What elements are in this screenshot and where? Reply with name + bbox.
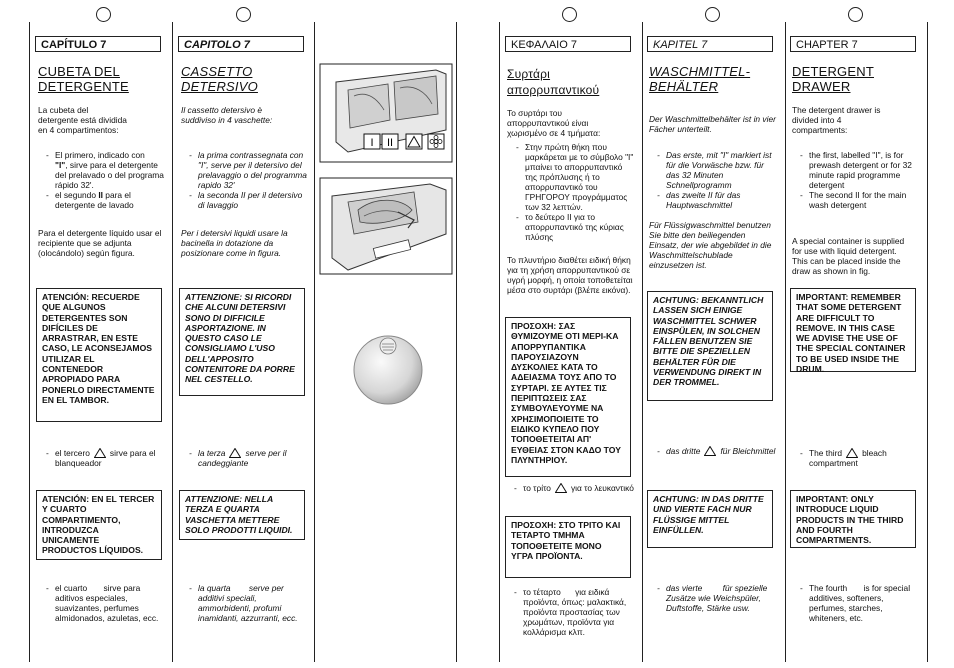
list-item: - el tercero sirve para el blanqueador	[46, 448, 164, 468]
column-rule	[785, 22, 786, 662]
triangle-bleach-icon	[229, 448, 241, 458]
chapter-heading: CAPITOLO 7	[178, 36, 304, 52]
section-title: DETERGENT DRAWER	[792, 64, 874, 94]
list-item: - το τέταρτο για ειδικά προϊόντα, όπως: μαλακτικά, προϊόντα προστασίας των χρωμάτων, προϊόντα για κολλάρισμα κλπ.	[514, 587, 636, 637]
liquid-text: Für Flüssigwaschmittel benutzen Sie bitte den beiliegenden Einsatz, der wie abgebildet in die Waschmittelschublade einzusetzen ist.	[649, 220, 772, 270]
liquid-text: Per i detersivi liquidi usare la bacinella in dotazione da posizionare come in figura.	[181, 228, 288, 258]
warning-box: ATTENZIONE: NELLA TERZA E QUARTA VASCHETTA METTERE SOLO PRODOTTI LIQUIDI.	[179, 490, 305, 540]
compartment-list	[516, 142, 634, 242]
compartment-list	[800, 583, 922, 623]
list-item: - das vierte für spezielle Zusätze wie Weichspüler, Duftstoffe, Stärke usw.	[657, 583, 777, 613]
column-rule	[314, 22, 315, 662]
liquid-text: Το πλυντήριο διαθέτει ειδική θήκη για τη χρήση απορρυπαντικού σε υγρή μορφή, η οποία τοποθετείται μέσα στο συρτάρι (βλέπε εικόνα).	[507, 255, 633, 295]
compartment-list	[657, 150, 779, 210]
compartment-list	[46, 448, 164, 468]
intro-text: Der Waschmittelbehälter ist in vier Fächer unterteilt.	[649, 114, 776, 134]
warning-box: ACHTUNG: BEKANNTLICH LASSEN SICH EINIGE WASCHMITTEL SCHWER EINSPÜLEN, IN SOLCHEN FÄLLEN BENUTZEN SIE BITTE DIE SPEZIELLEN BEHÄLTER FÜR DIE VERWENDUNG DIREKT IN DER TROMMEL.	[647, 291, 773, 401]
list-item: - das dritte für Bleichmittel	[657, 446, 777, 456]
page-number	[562, 7, 577, 22]
triangle-bleach-icon	[94, 448, 106, 458]
compartment-list	[46, 150, 164, 210]
triangle-bleach-icon	[846, 448, 858, 458]
list-item: - el cuarto sirve para aditivos especiales, suavizantes, perfumes almidonados, azuletas, ecc.	[46, 583, 164, 623]
chapter-heading: CAPÍTULO 7	[35, 36, 161, 52]
list-item: - Das erste, mit "I" markiert ist für die Vorwäsche bzw. für das 32 Minuten Schnellprogramm	[657, 150, 779, 190]
chapter-heading: ΚΕΦΑΛΑΙΟ 7	[505, 36, 631, 52]
intro-text: The detergent drawer is divided into 4 compartments:	[792, 105, 881, 135]
list-item: - The fourth is for special additives, softeners, perfumes, starches, whiteners, etc.	[800, 583, 922, 623]
warning-box: ACHTUNG: IN DAS DRITTE UND VIERTE FACH NUR FLÜSSIGE MITTEL EINFÜLLEN.	[647, 490, 773, 548]
column-rule	[499, 22, 500, 662]
compartment-list	[46, 583, 164, 623]
warning-box: IMPORTANT: ONLY INTRODUCE LIQUID PRODUCTS IN THE THIRD AND FOURTH COMPARTMENTS.	[790, 490, 916, 548]
intro-text: Το συρτάρι του απορρυπαντικού είναι χωρισμένο σε 4 τμήματα:	[507, 108, 601, 138]
dosing-ball-figure	[352, 334, 424, 406]
warning-box: ATTENZIONE: SI RICORDI CHE ALCUNI DETERSIVI SONO DI DIFFICILE ASPORTAZIONE. IN QUESTO CASO LE CONSIGLIAMO L'USO DELL'APPOSITO CONTENITORE DA PORRE NEL CESTELLO.	[179, 288, 305, 396]
list-item: - El primero, indicado con "I", sirve para el detergente del prelavado o del programa rápido 32'.	[46, 150, 164, 190]
liquid-text: Para el detergente líquido usar el recipiente que se adjunta (olocándolo) según figura.	[38, 228, 162, 258]
detergent-drawer-figure	[318, 60, 454, 165]
section-title: CUBETA DEL DETERGENTE	[38, 64, 129, 94]
list-item: - das zweite II für das Hauptwaschmittel	[657, 190, 779, 210]
compartment-list	[800, 448, 922, 468]
list-item: - la quarta serve per additivi speciali, ammorbidenti, profumi inamidanti, azzurranti, ecc.	[189, 583, 307, 623]
column-rule	[456, 22, 457, 662]
compartment-list	[189, 150, 307, 210]
svg-text:II: II	[386, 137, 394, 149]
column-rule	[29, 22, 30, 662]
compartment-list	[514, 483, 634, 493]
column-rule	[642, 22, 643, 662]
page-number	[705, 7, 720, 22]
column-rule	[172, 22, 173, 662]
intro-text: Il cassetto detersivo è suddiviso in 4 vaschette:	[181, 105, 273, 125]
list-item: - The second II for the main wash detergent	[800, 190, 922, 210]
warning-box: IMPORTANT: REMEMBER THAT SOME DETERGENT ARE DIFFICULT TO REMOVE. IN THIS CASE WE ADVISE THE USE OF THE SPECIAL CONTAINER TO BE USED INSIDE THE DRUM.	[790, 288, 916, 372]
list-item: - Στην πρώτη θήκη που μαρκάρεται με το σύμβολο "I" μπαίνει το απορρυπαντικό της πρόπλυσης ή το απορρυπαντικό του ΓΡΗΓΟΡΟΥ προγράμματος των 32 λεπτών.	[516, 142, 634, 212]
list-item: - la seconda II per il detersivo di lavaggio	[189, 190, 307, 210]
list-item: - the first, labelled "I", is for prewash detergent or for 32 minute rapid programme detergent	[800, 150, 922, 190]
chapter-heading: KAPITEL 7	[647, 36, 773, 52]
list-item: - el segundo II para el detergente de lavado	[46, 190, 164, 210]
list-item: - la prima contrassegnata con "I", serve per il detersivo del prelavaggio o del programma rapido 32'	[189, 150, 307, 190]
compartment-list	[514, 587, 636, 637]
triangle-bleach-icon	[704, 446, 716, 456]
list-item: - la terza serve per il candeggiante	[189, 448, 307, 468]
page-number	[848, 7, 863, 22]
section-title: Συρτάρι απορρυπαντικού	[507, 67, 600, 97]
chapter-heading: CHAPTER 7	[790, 36, 916, 52]
list-item: - το τρίτο για το λευκαντικό	[514, 483, 634, 493]
section-title: WASCHMITTEL- BEHÄLTER	[649, 64, 751, 94]
svg-text:I: I	[370, 137, 374, 149]
list-item: - το δεύτερο II για το απορρυπαντικό της κύριας πλύσης	[516, 212, 634, 242]
page-number	[96, 7, 111, 22]
warning-box: ATENCIÓN: RECUERDE QUE ALGUNOS DETERGENTES SON DIFÍCILES DE ARRASTRAR, EN ESTE CASO, LE ACONSEJAMOS UTILIZAR EL CONTENEDOR APROPIADO PARA PONERLO DIRECTAMENTE EN EL TAMBOR.	[36, 288, 162, 422]
section-title: CASSETTO DETERSIVO	[181, 64, 258, 94]
compartment-list	[189, 448, 307, 468]
list-item: - The third bleach compartment	[800, 448, 922, 468]
liquid-container-figure	[318, 176, 454, 276]
compartment-list	[657, 446, 777, 456]
compartment-list	[189, 583, 307, 623]
warning-box: ΠΡΟΣΟΧΗ: ΣΑΣ ΘΥΜΙΖΟΥΜΕ ΟΤΙ ΜΕΡΙ-ΚΑ ΑΠΟΡΡΥΠΑΝΤΙΚΑ ΠΑΡΟΥΣΙΑΖΟΥΝ ΔΥΣΚΟΛΙΕΣ ΚΑΤΑ ΤΟ ΑΔΕΙΑΣΜΑ ΤΟΥΣ ΑΠΟ ΤΟ ΣΥΡΤΑΡΙ. ΣΕ ΑΥΤΕΣ ΤΙΣ ΠΕΡΙΠΤΩΣΕΙΣ ΣΑΣ ΣΥΜΒΟΥΛΕΥΟΥΜΕ ΝΑ ΧΡΗΣΙΜΟΠΟΙΕΙΤΕ ΤΟ ΕΙΔΙΚΟ ΚΥΠΕΛΟ ΠΟΥ ΤΟΠΟΘΕΤΕΙΤΑΙ ΑΠ' ΕΥΘΕΙΑΣ ΣΤΟΝ ΚΑΔΟ ΤΟΥ ΠΛΥΝΤΗΡΙΟΥ.	[505, 317, 631, 477]
liquid-text: A special container is supplied for use with liquid detergent. This can be placed inside the draw as shown in fig.	[792, 236, 905, 276]
intro-text: La cubeta del detergente está dividida en 4 compartimentos:	[38, 105, 127, 135]
triangle-bleach-icon	[555, 483, 567, 493]
page-number	[236, 7, 251, 22]
warning-box: ΠΡΟΣΟΧΗ: ΣΤΟ ΤΡΙΤΟ ΚΑΙ ΤΕΤΑΡΤΟ ΤΜΗΜΑ ΤΟΠΟΘΕΤΕΙΤΕ ΜΟΝΟ ΥΓΡΑ ΠΡΟΪΟΝΤΑ.	[505, 516, 631, 578]
compartment-list	[657, 583, 777, 613]
compartment-list	[800, 150, 922, 210]
warning-box: ATENCIÓN: EN EL TERCER Y CUARTO COMPARTIMENTO, INTRODUZCA UNICAMENTE PRODUCTOS LÍQUIDOS.	[36, 490, 162, 560]
column-rule	[927, 22, 928, 662]
